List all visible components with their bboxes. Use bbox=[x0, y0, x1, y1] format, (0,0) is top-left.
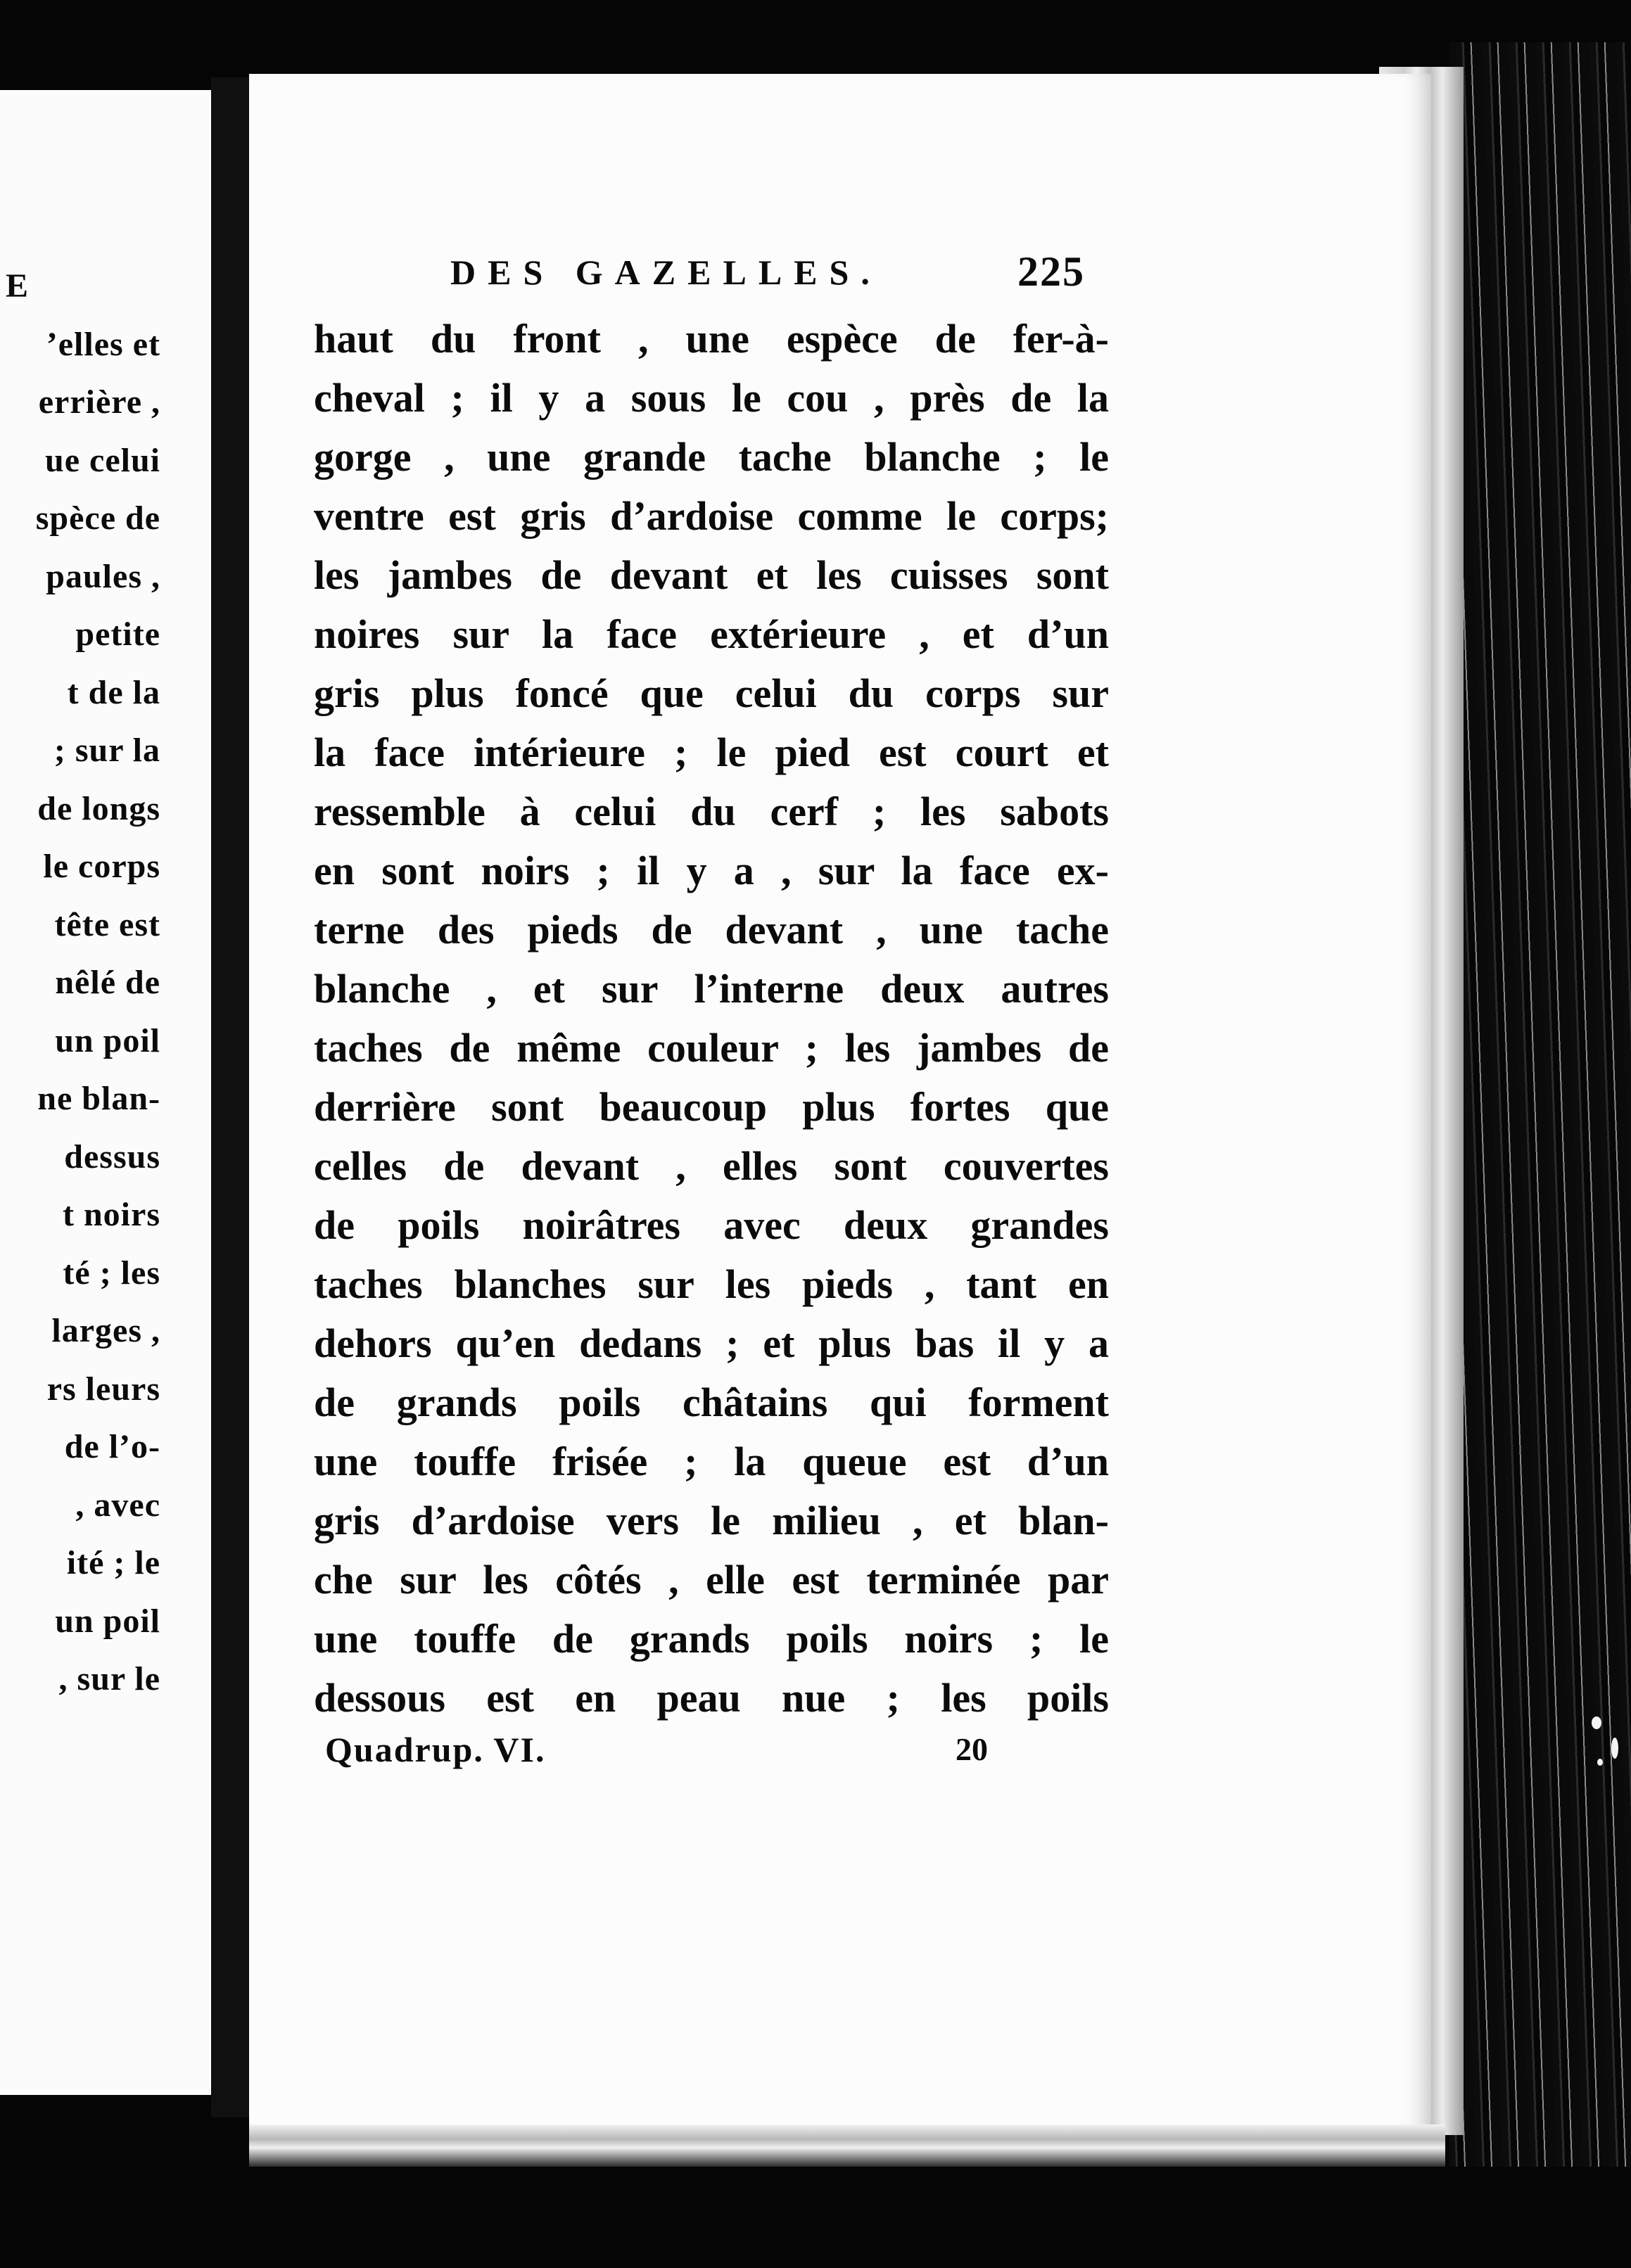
text-line: dessous est en peau nue ; les poils bbox=[314, 1675, 1109, 1721]
text-line: gris plus foncé que celui du corps sur bbox=[314, 670, 1109, 716]
left-page-line: rs leurs bbox=[46, 1370, 160, 1408]
book-gutter bbox=[211, 77, 255, 2117]
text-line: dehors qu’en dedans ; et plus bas il y a bbox=[314, 1320, 1109, 1366]
paper-speck bbox=[1611, 1738, 1618, 1759]
paper-speck bbox=[1592, 1716, 1601, 1729]
left-page-line: le corps bbox=[43, 848, 160, 885]
signature-mark: Quadrup. VI. bbox=[325, 1730, 546, 1769]
sheet-number: 20 bbox=[956, 1731, 988, 1767]
text-line: noires sur la face extérieure , et d’un bbox=[314, 611, 1109, 657]
text-line: celles de devant , elles sont couvertes bbox=[314, 1143, 1109, 1189]
left-page-line: petite bbox=[75, 616, 160, 653]
text-line: les jambes de devant et les cuisses sont bbox=[314, 552, 1109, 598]
text-line: gorge , une grande tache blanche ; le bbox=[314, 434, 1109, 480]
text-line: la face intérieure ; le pied est court et bbox=[314, 730, 1109, 775]
text-line: cheval ; il y a sous le cou , près de la bbox=[314, 375, 1109, 421]
left-page-line: , avec bbox=[75, 1486, 160, 1524]
body-text bbox=[314, 310, 1109, 1728]
left-page-line: de longs bbox=[37, 789, 160, 827]
running-head: DES GAZELLES. bbox=[450, 253, 882, 292]
text-line: blanche , et sur l’interne deux autres bbox=[314, 966, 1109, 1012]
text-line: derrière sont beaucoup plus fortes que bbox=[314, 1084, 1109, 1130]
left-page-line: nêlé de bbox=[55, 964, 160, 1001]
text-line: ressemble à celui du cerf ; les sabots bbox=[314, 789, 1109, 834]
text-line: en sont noirs ; il y a , sur la face ex- bbox=[314, 848, 1109, 893]
text-line: une touffe frisée ; la queue est d’un bbox=[314, 1439, 1109, 1484]
page-number: 225 bbox=[1017, 248, 1085, 295]
left-page-line: errière , bbox=[38, 383, 160, 421]
left-page-line: E bbox=[6, 267, 30, 305]
left-page-line: t noirs bbox=[63, 1196, 160, 1233]
text-line: terne des pieds de devant , une tache bbox=[314, 907, 1109, 953]
text-line: taches blanches sur les pieds , tant en bbox=[314, 1261, 1109, 1307]
left-page-line: ne blan- bbox=[37, 1080, 160, 1117]
paper-speck bbox=[1597, 1759, 1603, 1766]
text-line: de poils noirâtres avec deux grandes bbox=[314, 1202, 1109, 1248]
left-page-line: dessus bbox=[64, 1138, 160, 1176]
text-line: taches de même couleur ; les jambes de bbox=[314, 1025, 1109, 1071]
left-page-line: larges , bbox=[51, 1312, 160, 1349]
left-facing-page bbox=[0, 90, 211, 2095]
left-page-line: tête est bbox=[54, 905, 160, 943]
left-page-line: ; sur la bbox=[53, 732, 160, 769]
left-page-line: t de la bbox=[67, 673, 160, 711]
left-page-line: un poil bbox=[55, 1602, 160, 1640]
left-page-line: té ; les bbox=[63, 1254, 160, 1292]
page-bottom-edge bbox=[249, 2124, 1445, 2167]
text-line: che sur les côtés , elle est terminée par bbox=[314, 1557, 1109, 1603]
book-spine bbox=[1449, 42, 1631, 2167]
left-page-line: ue celui bbox=[45, 441, 160, 479]
left-page-line: paules , bbox=[46, 557, 160, 595]
left-page-line: , sur le bbox=[58, 1660, 160, 1697]
text-line: une touffe de grands poils noirs ; le bbox=[314, 1616, 1109, 1662]
left-page-line: spèce de bbox=[35, 499, 160, 537]
left-page-line: de l’o- bbox=[64, 1428, 160, 1465]
left-page-line: ité ; le bbox=[66, 1544, 160, 1581]
left-page-line: ’elles et bbox=[46, 325, 160, 363]
left-page-line: un poil bbox=[55, 1021, 160, 1059]
text-line: ventre est gris d’ardoise comme le corps; bbox=[314, 493, 1109, 539]
text-line: gris d’ardoise vers le milieu , et blan- bbox=[314, 1498, 1109, 1543]
text-line: de grands poils châtains qui forment bbox=[314, 1380, 1109, 1425]
text-line: haut du front , une espèce de fer-à- bbox=[314, 316, 1109, 362]
